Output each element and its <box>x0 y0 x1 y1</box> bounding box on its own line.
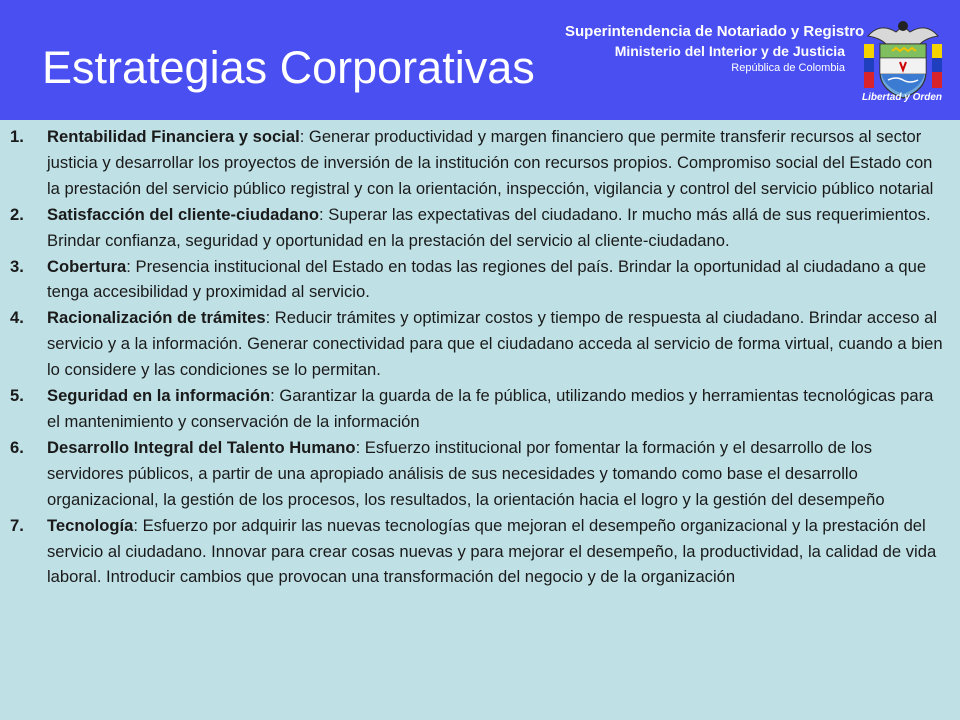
item-description: : Esfuerzo institucional por fomentar la formación y el desarrollo de los servidores públicos, a partir de una apropiado análisis de sus necesidades y tomando como base el desarrollo organizacional, la gestión de los procesos, los resultados, la orientación hacia el logro y la gestión del desempeño <box>47 437 885 509</box>
item-description: : Generar productividad y margen financiero que permite transferir recursos al sector justicia y desarrollar los proyectos de inversión de la institución con recursos propios. Compromiso social del Estado con la prestación del servicio público registral y con la orientación, inspección, vigilancia y control del servicio público notarial <box>47 127 934 198</box>
item-term: Cobertura <box>47 256 127 276</box>
list-item <box>0 202 960 254</box>
item-term: Racionalización de trámites <box>47 308 266 328</box>
item-number: 1. <box>10 127 24 146</box>
list-item <box>0 435 960 513</box>
list-item <box>0 383 960 435</box>
list-item <box>0 254 960 306</box>
item-term: Tecnología <box>47 515 134 535</box>
item-number: 6. <box>10 437 24 457</box>
item-number: 5. <box>10 386 24 406</box>
item-term: Satisfacción del cliente-ciudadano <box>47 204 320 224</box>
list-item <box>0 124 960 202</box>
item-description: : Superar las expectativas del ciudadano. Ir mucho más allá de sus requerimientos. Brindar confianza, seguridad y oportunidad en la prestación del servicio al cliente-ciudadano. <box>47 204 931 250</box>
strategy-list <box>0 124 960 590</box>
crest-motto: Libertad y Orden <box>862 92 943 103</box>
country-name: República de Colombia <box>731 62 845 74</box>
item-number: 2. <box>10 204 24 224</box>
header-banner <box>0 0 960 120</box>
item-description: : Garantizar la guarda de la fe pública, utilizando medios y herramientas tecnológicas para el mantenimiento y conservación de la información <box>47 386 934 431</box>
page-title: Estrategias Corporativas <box>42 42 535 93</box>
organization-block <box>565 22 865 75</box>
item-number: 3. <box>10 256 24 276</box>
item-term: Rentabilidad Financiera y social <box>47 127 300 146</box>
item-description: : Esfuerzo por adquirir las nuevas tecnologías que mejoran el desempeño organizacional y la prestación del servicio al ciudadano. Innovar para crear cosas nuevas y para mejorar el desempeño, la productividad, la calidad de vida laboral. Introducir cambios que provocan una transformación del negocio y de la organización <box>47 515 937 587</box>
item-number: 7. <box>10 515 24 535</box>
organization-name: Superintendencia de Notariado y Registro <box>565 23 865 40</box>
item-number: 4. <box>10 308 24 328</box>
ministry-name: Ministerio del Interior y de Justicia <box>614 43 845 59</box>
list-item <box>0 513 960 591</box>
item-description: : Reducir trámites y optimizar costos y tiempo de respuesta al ciudadano. Brindar acceso al servicio y a la información. Generar conectividad para que el ciudadano acceda al servicio de forma virtual, cuando a bien lo considere y las condiciones se lo permitan. <box>47 308 943 380</box>
list-item <box>0 305 960 383</box>
item-term: Desarrollo Integral del Talento Humano <box>47 437 356 457</box>
item-term: Seguridad en la información <box>47 386 271 406</box>
item-description: : Presencia institucional del Estado en todas las regiones del país. Brindar la oportunidad al ciudadano a que tenga accesibilidad y proximidad al servicio. <box>47 256 927 302</box>
